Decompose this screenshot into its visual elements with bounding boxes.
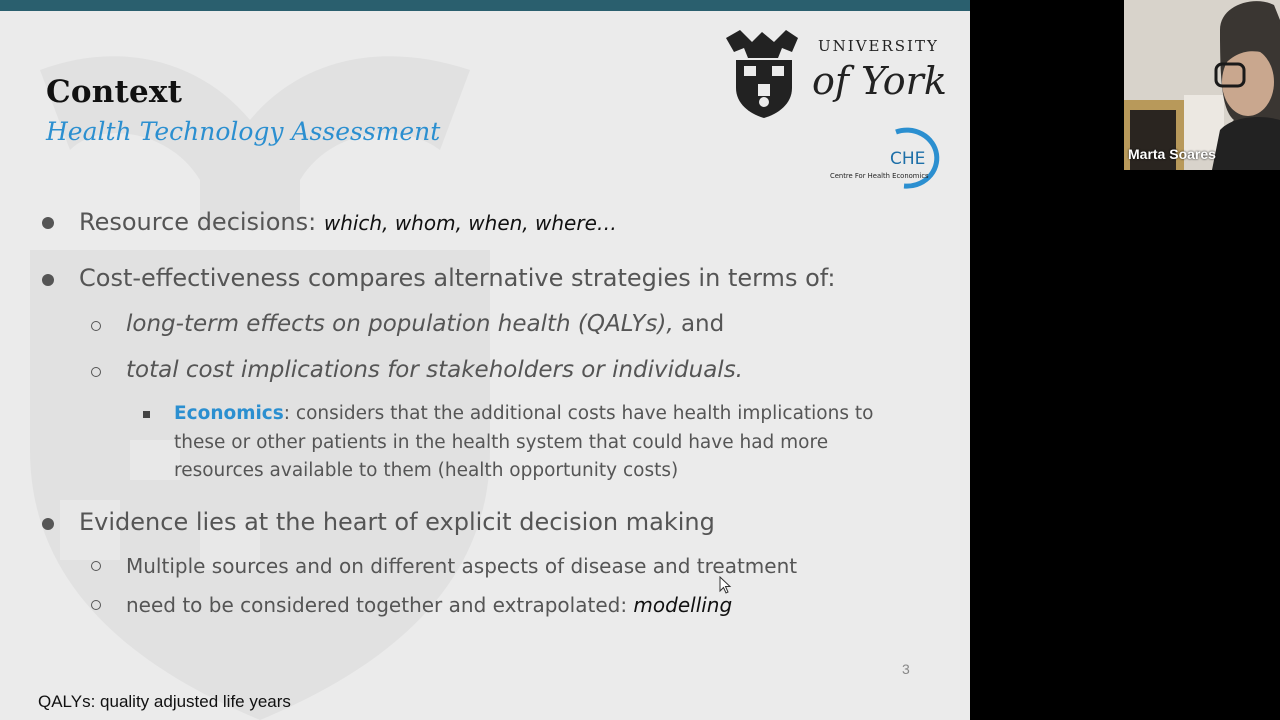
footnote: QALYs: quality adjusted life years xyxy=(38,692,291,711)
economics-text: : considers that the additional costs have health implications to these or other patients in the health system that could have had more resources available to them (health opportunity costs) xyxy=(174,403,874,481)
subbullet-circle-icon xyxy=(91,367,101,377)
subbullet-italic-text: long-term effects on population health (QALYs), xyxy=(126,311,674,337)
subbullet-multiple-sources: Multiple sources and on different aspects of disease and treatment xyxy=(126,554,798,578)
bullet-cost-effectiveness: Cost-effectiveness compares alternative strategies in terms of: xyxy=(79,264,836,292)
economics-keyword: Economics xyxy=(174,403,284,424)
subbullet-italic-text: modelling xyxy=(633,593,733,617)
subbullet-italic-text: total cost implications for stakeholders or individuals. xyxy=(126,357,743,383)
university-of-york-logo xyxy=(722,28,954,120)
subbullet-long-term-effects xyxy=(126,311,724,337)
che-abbrev: CHE xyxy=(890,149,926,169)
bullet-resource-decisions xyxy=(79,208,617,236)
crest-icon xyxy=(726,30,798,118)
slide-title: Context xyxy=(46,74,183,110)
participant-video-feed xyxy=(1124,0,1280,170)
page-number: 3 xyxy=(902,661,910,677)
bullet-dot-icon xyxy=(42,274,54,286)
square-bullet-icon xyxy=(143,411,150,418)
slide-subtitle: Health Technology Assessment xyxy=(46,117,441,146)
bullet-italic-text: which, whom, when, where… xyxy=(323,211,617,235)
bullet-dot-icon xyxy=(42,217,54,229)
che-name: Centre For Health Economics xyxy=(830,172,929,180)
mouse-cursor-icon xyxy=(719,576,733,596)
participant-name: Marta Soares xyxy=(1128,146,1216,162)
university-label: UNIVERSITY xyxy=(818,37,939,55)
subbullet-text: and xyxy=(673,311,725,337)
subbullet-circle-icon xyxy=(91,561,101,571)
bullet-text: Resource decisions: xyxy=(79,208,324,236)
of-york-label: of York xyxy=(812,59,947,103)
subbullet-total-cost xyxy=(126,357,743,383)
che-logo-icon xyxy=(826,126,958,190)
subbullet-circle-icon xyxy=(91,321,101,331)
subbullet-text: need to be considered together and extrapolated: xyxy=(126,593,634,617)
bullet-evidence: Evidence lies at the heart of explicit decision making xyxy=(79,508,715,536)
economics-detail xyxy=(174,400,914,486)
slide-header-bar xyxy=(0,0,970,11)
participant-video-tile[interactable] xyxy=(1124,0,1280,170)
bullet-dot-icon xyxy=(42,518,54,530)
subbullet-circle-icon xyxy=(91,600,101,610)
subbullet-considered-together xyxy=(126,593,732,617)
